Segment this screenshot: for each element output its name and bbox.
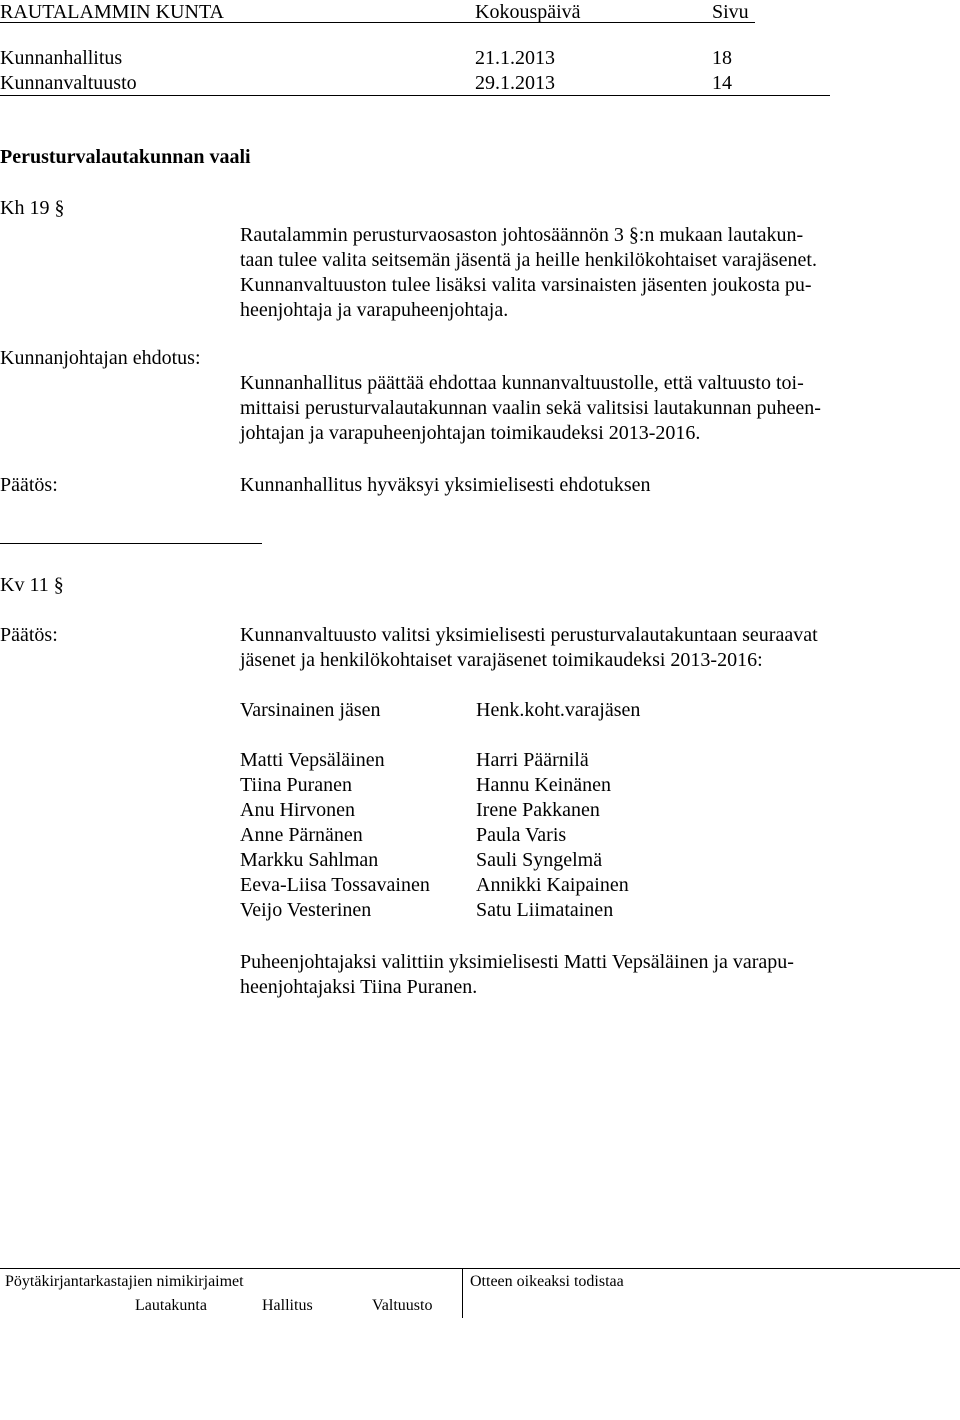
table-row [240, 898, 840, 923]
header-date-council: 29.1.2013 [475, 72, 555, 94]
deputy-name: Paula Varis [476, 824, 567, 846]
kh-decision-text: Kunnanhallitus hyväksyi yksimielisesti ehdotuksen [240, 474, 651, 496]
member-column-header: Varsinainen jäsen [240, 699, 381, 721]
organization-name: RAUTALAMMIN KUNTA [0, 1, 225, 23]
paragraph-line: jäsenet ja henkilökohtaiset varajäsenet toimikaudeksi 2013-2016: [240, 649, 763, 671]
table-row [240, 848, 840, 873]
meeting-date-label: Kokouspäivä [475, 1, 581, 23]
proposal-paragraph [240, 371, 821, 446]
page-label: Sivu [712, 1, 749, 23]
footer-body-government: Hallitus [262, 1297, 313, 1314]
deputy-name: Irene Pakkanen [476, 799, 600, 821]
section-divider [0, 543, 262, 544]
header-body-council: Kunnanvaltuusto [0, 72, 137, 94]
paragraph-line: heenjohtajaksi Tiina Puranen. [240, 976, 478, 998]
member-name: Tiina Puranen [240, 774, 353, 796]
paragraph-line: johtajan ja varapuheenjohtajan toimikaudeksi 2013-2016. [240, 422, 701, 444]
document-title: Perusturvalautakunnan vaali [0, 146, 251, 168]
footer-body-council: Valtuusto [372, 1297, 433, 1314]
paragraph-line: heenjohtaja ja varapuheenjohtaja. [240, 299, 509, 321]
paragraph-line: Kunnanvaltuusto valitsi yksimielisesti perusturvalautakuntaan seuraavat [240, 624, 818, 646]
table-row [240, 773, 840, 798]
table-row [240, 798, 840, 823]
member-name: Matti Vepsäläinen [240, 749, 385, 771]
header-page-board: 18 [712, 47, 732, 69]
paragraph-line: Rautalammin perusturvaosaston johtosäännön 3 §:n mukaan lautakun- [240, 224, 804, 246]
kv-decision-paragraph [240, 623, 818, 673]
paragraph-line: Kunnanhallitus päättää ehdottaa kunnanvaltuustolle, että valtuusto toi- [240, 372, 804, 394]
member-name: Anu Hirvonen [240, 799, 355, 821]
kh-section-number: Kh 19 § [0, 197, 65, 219]
header-underline [0, 22, 755, 23]
header-date-board: 21.1.2013 [475, 47, 555, 69]
proposal-label: Kunnanjohtajan ehdotus: [0, 347, 201, 369]
deputy-name: Harri Päärnilä [476, 749, 589, 771]
paragraph-line: taan tulee valita seitsemän jäsentä ja heille henkilökohtaiset varajäsenet. [240, 249, 817, 271]
deputy-name: Annikki Kaipainen [476, 874, 629, 896]
deputy-name: Satu Liimatainen [476, 899, 614, 921]
kv-decision-label: Päätös: [0, 624, 58, 646]
paragraph-line: Kunnanvaltuuston tulee lisäksi valita varsinaisten jäsenten joukosta pu- [240, 274, 812, 296]
footer-column-divider [462, 1268, 463, 1318]
certify-label: Otteen oikeaksi todistaa [470, 1273, 624, 1290]
table-row [240, 873, 840, 898]
table-row [240, 823, 840, 848]
paragraph-line: Puheenjohtajaksi valittiin yksimielisesti Matti Vepsäläinen ja varapu- [240, 951, 794, 973]
footer-body-board: Lautakunta [135, 1297, 207, 1314]
header-body-board: Kunnanhallitus [0, 47, 123, 69]
kv-section-number: Kv 11 § [0, 574, 64, 596]
header-page-council: 14 [712, 72, 732, 94]
deputy-name: Hannu Keinänen [476, 774, 611, 796]
member-name: Veijo Vesterinen [240, 899, 372, 921]
member-name: Anne Pärnänen [240, 824, 363, 846]
kh-decision-label: Päätös: [0, 474, 58, 496]
table-row [240, 748, 840, 773]
kh-intro-paragraph [240, 223, 817, 323]
member-name: Markku Sahlman [240, 849, 379, 871]
deputy-column-header: Henk.koht.varajäsen [476, 699, 641, 721]
initials-label: Pöytäkirjantarkastajien nimikirjaimet [5, 1273, 244, 1290]
header-bottom-rule [0, 95, 830, 96]
footer-top-rule [0, 1268, 960, 1269]
table-header-row [240, 698, 840, 723]
chair-paragraph [240, 950, 794, 1000]
member-name: Eeva-Liisa Tossavainen [240, 874, 430, 896]
paragraph-line: mittaisi perusturvalautakunnan vaalin sekä valitsisi lautakunnan puheen- [240, 397, 821, 419]
deputy-name: Sauli Syngelmä [476, 849, 603, 871]
